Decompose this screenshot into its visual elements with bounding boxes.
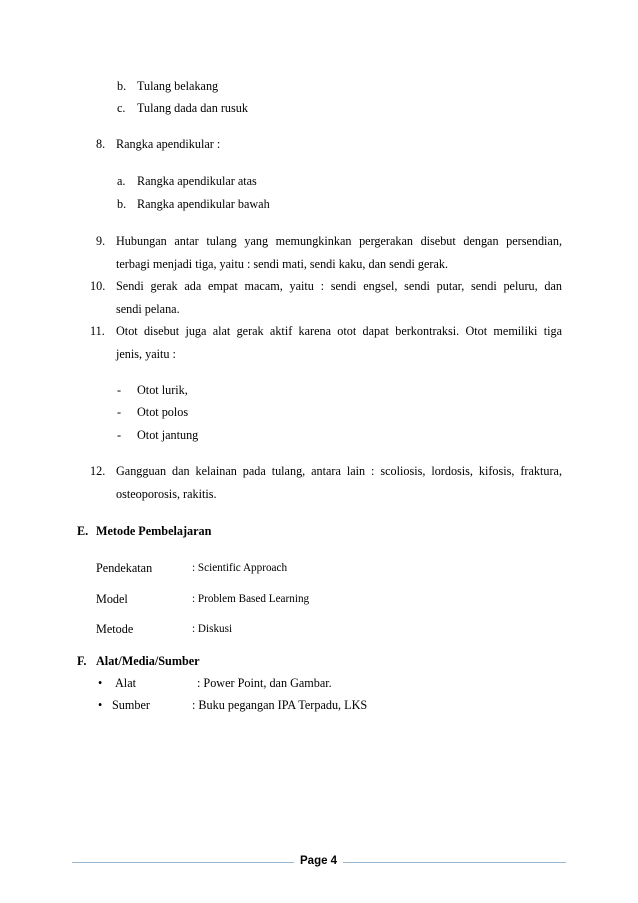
item-number: 8. [96,137,106,151]
method-label: Metode [96,622,134,636]
dash-marker: - [117,428,122,442]
resource-label: Alat [115,676,136,690]
item-number: 10. [90,279,106,293]
method-value: : Problem Based Learning [192,593,310,605]
item-text: Sendi gerak ada empat macam, yaitu : sendi engsel, sendi putar, sendi peluru, dan [116,279,562,293]
method-label: Pendekatan [96,561,153,575]
page-number: Page 4 [300,855,338,867]
item-text: Hubungan antar tulang yang memungkinkan pergerakan disebut dengan persendian, [116,234,562,248]
list-item: Tulang dada dan rusuk [137,101,248,115]
section-letter: E. [77,524,89,538]
list-item: Rangka apendikular atas [137,174,257,188]
item-text: Gangguan dan kelainan pada tulang, antara lain : scoliosis, lordosis, kifosis, fraktura, [116,464,562,478]
list-item: Otot polos [137,405,189,419]
list-marker: a. [117,174,126,188]
list-item: Tulang belakang [137,79,219,93]
bullet-icon: • [98,698,103,712]
item-text: Otot disebut juga alat gerak aktif karena otot dapat berkontraksi. Otot memiliki tiga [116,324,562,338]
section-letter: F. [77,654,87,668]
list-marker: b. [117,79,127,93]
method-value: : Diskusi [192,623,233,635]
list-item: Otot jantung [137,428,199,442]
section-title: Metode Pembelajaran [96,524,212,538]
item-number: 12. [90,464,106,478]
method-value: : Scientific Approach [192,562,288,574]
bullet-icon: • [98,676,103,690]
resource-value: : Buku pegangan IPA Terpadu, LKS [192,698,368,712]
method-label: Model [96,592,128,606]
dash-marker: - [117,383,122,397]
item-text: sendi pelana. [116,302,180,316]
section-title: Alat/Media/Sumber [96,654,200,668]
list-marker: c. [117,101,126,115]
resource-label: Sumber [112,698,150,712]
item-number: 9. [96,234,106,248]
item-text: jenis, yaitu : [116,347,176,361]
item-text: osteoporosis, rakitis. [116,487,217,501]
item-text: terbagi menjadi tiga, yaitu : sendi mati, sendi kaku, dan sendi gerak. [116,257,449,271]
item-number: 11. [90,324,105,338]
list-item: Otot lurik, [137,383,188,397]
list-marker: b. [117,197,127,211]
footer-rule-left [72,862,294,863]
footer-rule-right [343,862,566,863]
list-item: Rangka apendikular bawah [137,197,270,211]
item-text: Rangka apendikular : [116,137,221,151]
resource-value: : Power Point, dan Gambar. [197,676,332,690]
dash-marker: - [117,405,122,419]
